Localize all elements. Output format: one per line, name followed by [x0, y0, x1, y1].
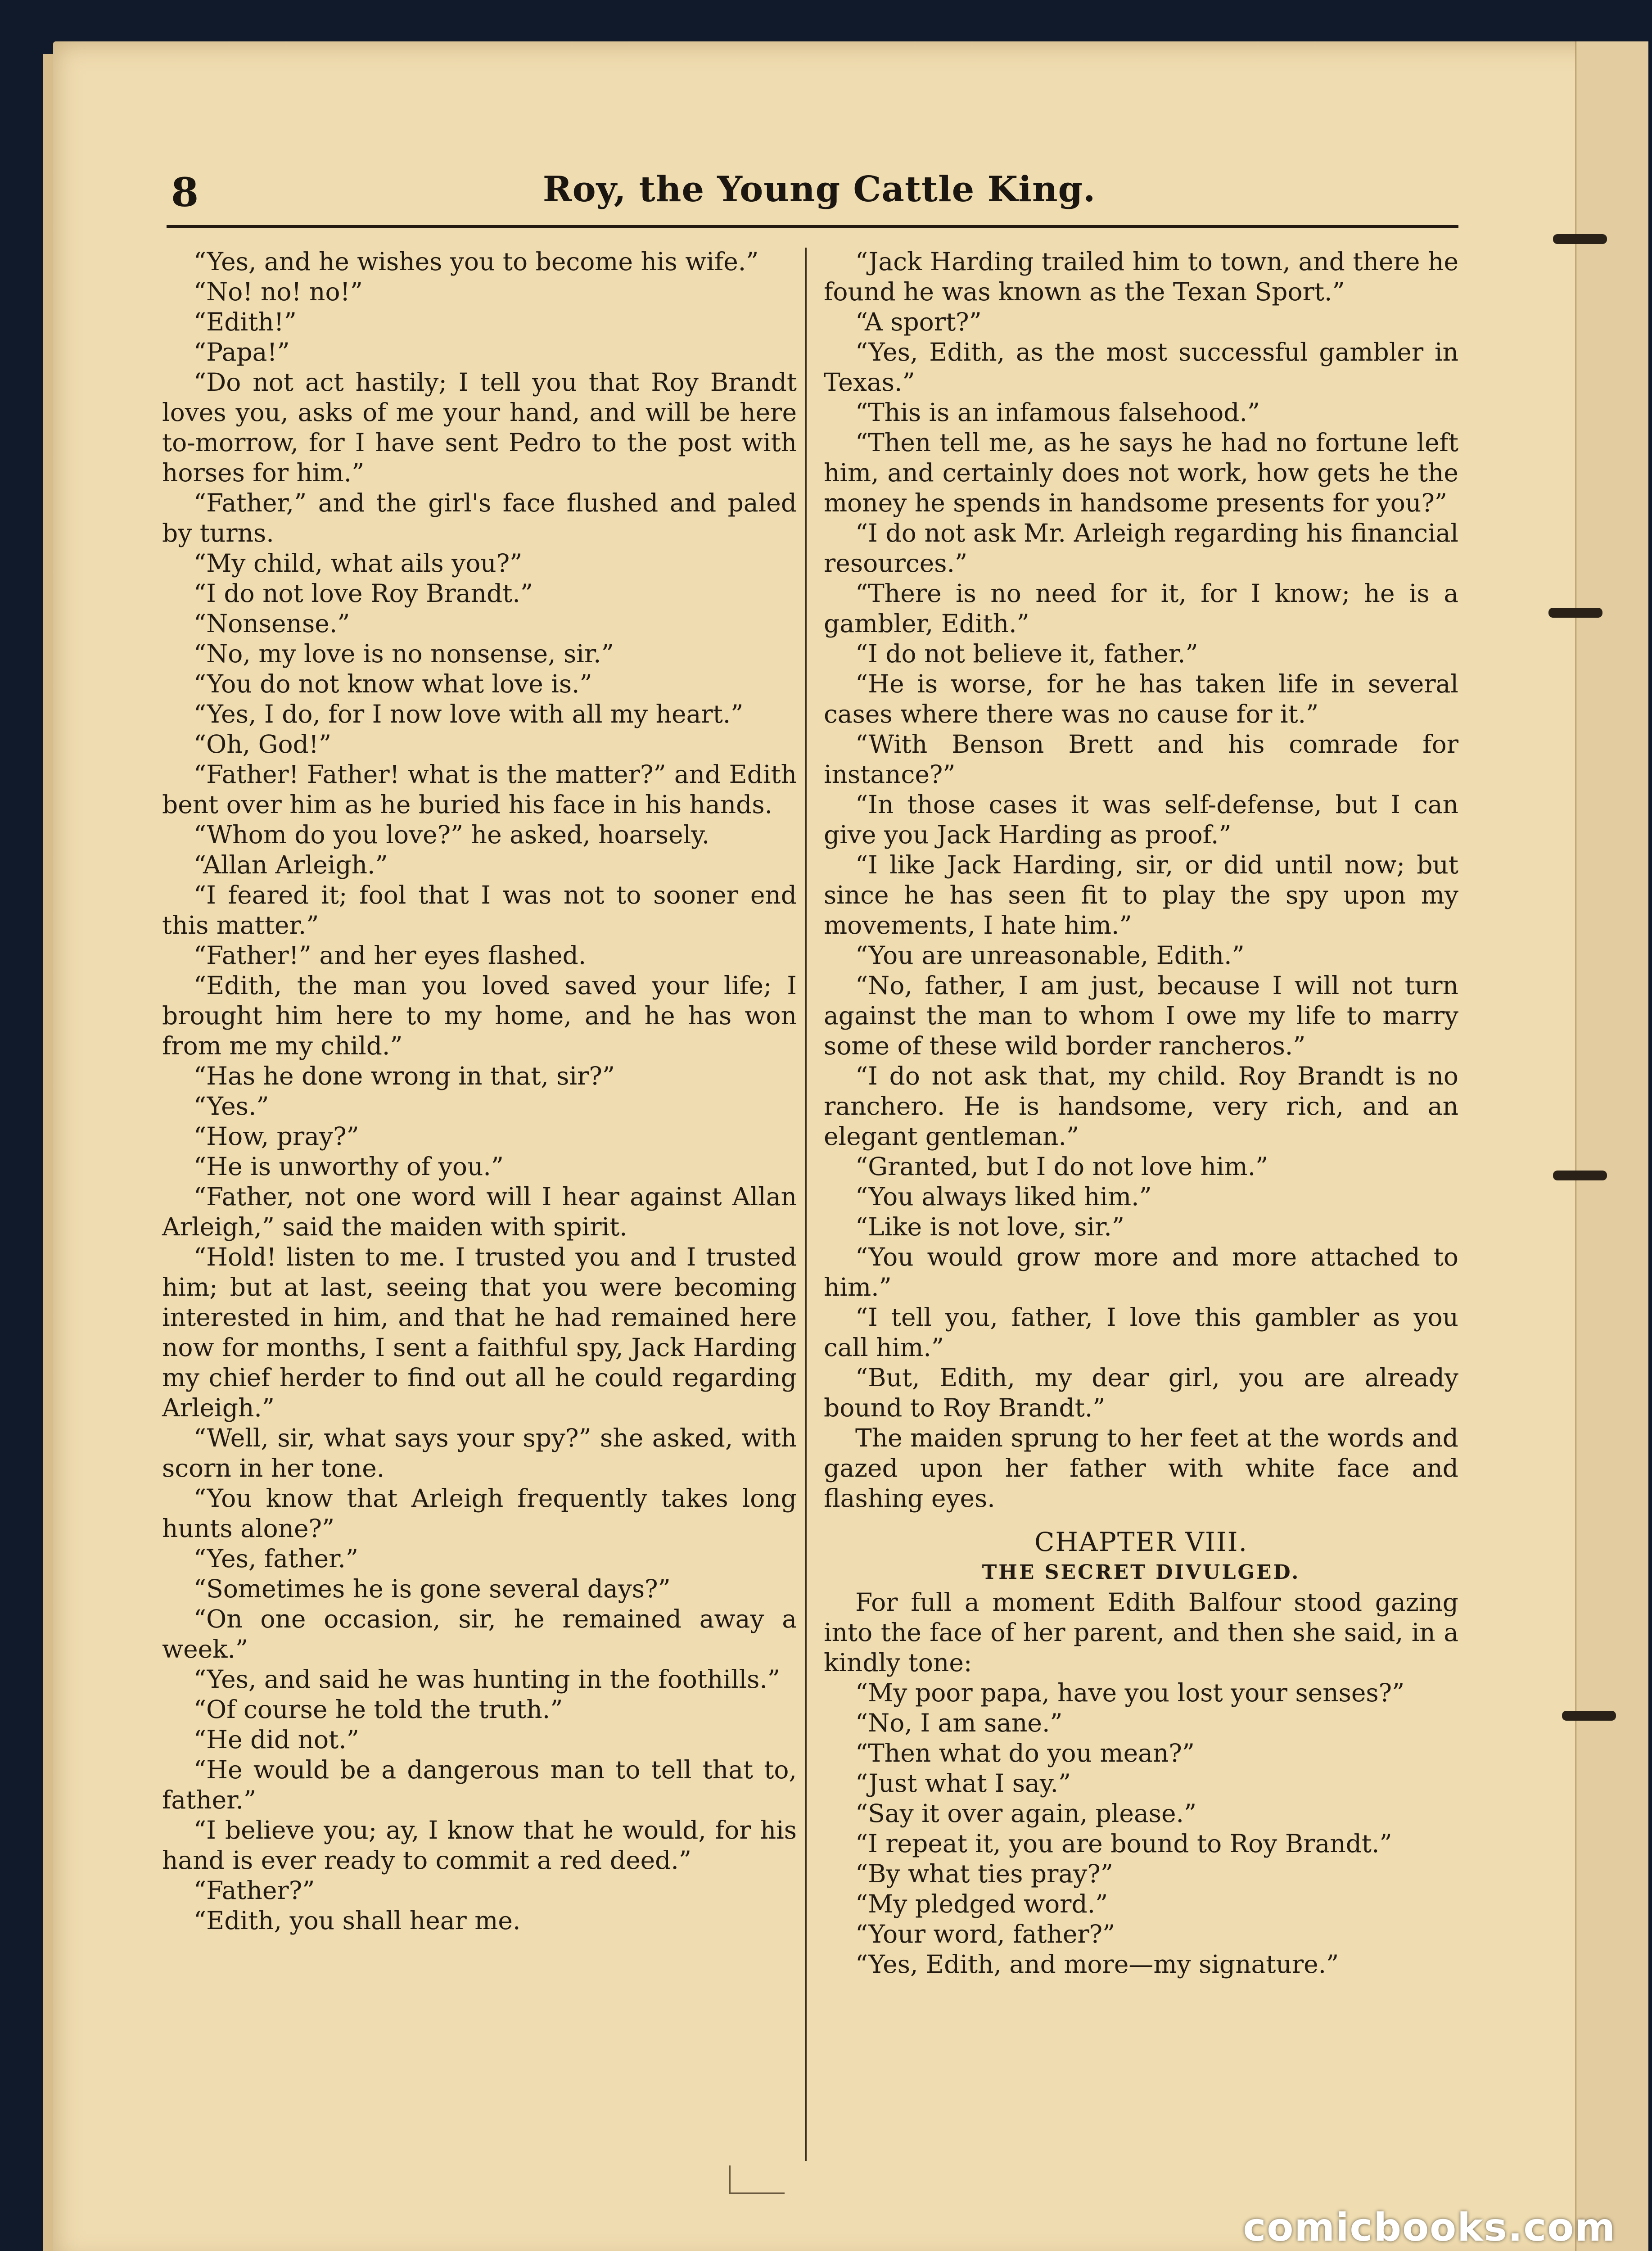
paragraph: For full a moment Edith Balfour stood gazing into the face of her parent, and then she said, in a kindly tone:: [824, 1588, 1458, 1677]
paragraph: “I do not love Roy Brandt.”: [194, 579, 533, 608]
header-rule: [167, 225, 1458, 228]
paragraph: “I repeat it, you are bound to Roy Brandt.”: [855, 1829, 1392, 1858]
paragraph: “No, father, I am just, because I will not turn against the man to whom I owe my life to marry some of these wild border rancheros.”: [824, 971, 1458, 1060]
paragraph: “Then tell me, as he says he had no fortune left him, and certainly does not work, how gets he the money he spends in handsome presents for you?”: [824, 428, 1458, 517]
paragraph: “Father, not one word will I hear against Allan Arleigh,” said the maiden with spirit.: [162, 1182, 797, 1241]
paragraph: “Just what I say.”: [855, 1769, 1071, 1798]
paragraph: “Yes, Edith, as the most successful gambler in Texas.”: [824, 338, 1458, 397]
paragraph: “By what ties pray?”: [855, 1859, 1113, 1888]
paragraph: “Nonsense.”: [194, 609, 350, 638]
paragraph: “Edith!”: [194, 307, 297, 336]
binding-mark: [1548, 608, 1602, 618]
paragraph: “Father,” and the girl's face flushed and paled by turns.: [162, 488, 797, 547]
paragraph: “No! no! no!”: [194, 277, 363, 306]
paragraph: “Yes, father.”: [194, 1544, 358, 1573]
paragraph: “He did not.”: [194, 1725, 359, 1754]
page-header: [171, 169, 1467, 214]
paragraph: “Then what do you mean?”: [855, 1739, 1195, 1767]
paragraph: “Well, sir, what says your spy?” she asked, with scorn in her tone.: [162, 1424, 797, 1483]
paragraph: “Sometimes he is gone several days?”: [194, 1574, 671, 1603]
paragraph: “In those cases it was self-defense, but I can give you Jack Harding as proof.”: [824, 790, 1458, 849]
paragraph: “You do not know what love is.”: [194, 669, 592, 698]
paragraph: “I do not ask Mr. Arleigh regarding his financial resources.”: [824, 519, 1458, 578]
paragraph: “He is unworthy of you.”: [194, 1152, 504, 1181]
paragraph: “He would be a dangerous man to tell that to, father.”: [162, 1755, 797, 1814]
paragraph: “You know that Arleigh frequently takes long hunts alone?”: [162, 1484, 797, 1543]
paragraph: “You are unreasonable, Edith.”: [855, 941, 1245, 970]
page-number: 8: [171, 169, 199, 216]
paragraph: “I do not believe it, father.”: [855, 639, 1198, 668]
paragraph: “Yes, I do, for I now love with all my heart.”: [194, 700, 744, 728]
binding-mark: [1562, 1711, 1616, 1721]
paragraph: “I tell you, father, I love this gambler as you call him.”: [824, 1303, 1458, 1362]
paragraph: “My poor papa, have you lost your senses?”: [855, 1678, 1405, 1707]
paragraph: “I do not ask that, my child. Roy Brandt is no ranchero. He is handsome, very rich, and an elegant gentleman.”: [824, 1062, 1458, 1151]
column-divider: [805, 248, 807, 2161]
paragraph: “Say it over again, please.”: [855, 1799, 1197, 1828]
paragraph: “He is worse, for he has taken life in several cases where there was no cause for it.”: [824, 669, 1458, 728]
paragraph: The maiden sprung to her feet at the words and gazed upon her father with white face and flashing eyes.: [824, 1424, 1458, 1513]
chapter-subtitle: THE SECRET DIVULGED.: [982, 1561, 1300, 1584]
paragraph: “Yes, and he wishes you to become his wife.”: [194, 247, 759, 276]
paragraph: “Your word, father?”: [855, 1920, 1115, 1948]
paragraph: “My pledged word.”: [855, 1889, 1108, 1918]
next-page-edge: [1575, 41, 1648, 2251]
binding-mark: [1553, 1171, 1607, 1180]
paragraph: “Jack Harding trailed him to town, and there he found he was known as the Texan Sport.”: [824, 247, 1458, 306]
paragraph: “My child, what ails you?”: [194, 549, 523, 578]
binding-mark: [1553, 234, 1607, 244]
left-column: [162, 247, 797, 1936]
paragraph: “I like Jack Harding, sir, or did until now; but since he has seen fit to play the spy upon my movements, I hate him.”: [824, 850, 1458, 940]
paragraph: “Yes, Edith, and more—my signature.”: [855, 1950, 1339, 1979]
paragraph: “Yes.”: [194, 1092, 269, 1121]
paragraph: “Papa!”: [194, 338, 290, 366]
paragraph: “Father! Father! what is the matter?” and Edith bent over him as he buried his face in his hands.: [162, 760, 797, 819]
chapter-text: [824, 1587, 1458, 1980]
paragraph: “Like is not love, sir.”: [855, 1212, 1124, 1241]
paragraph: “Father?”: [194, 1876, 315, 1905]
paragraph: “No, I am sane.”: [855, 1709, 1063, 1737]
paragraph: “I feared it; fool that I was not to sooner end this matter.”: [162, 881, 797, 940]
paragraph: “Granted, but I do not love him.”: [855, 1152, 1268, 1181]
paragraph: “Whom do you love?” he asked, hoarsely.: [194, 820, 710, 849]
right-column: [824, 247, 1458, 1980]
paragraph: “No, my love is no nonsense, sir.”: [194, 639, 614, 668]
paragraph: “On one occasion, sir, he remained away a week.”: [162, 1605, 797, 1663]
paragraph: “Edith, you shall hear me.: [194, 1906, 521, 1935]
chapter-title: CHAPTER VIII.: [1034, 1527, 1248, 1557]
bottom-ornament: [729, 2165, 785, 2194]
paragraph: “How, pray?”: [194, 1122, 359, 1151]
paragraph: “Oh, God!”: [194, 730, 332, 759]
paragraph: “I believe you; ay, I know that he would, for his hand is ever ready to commit a red deed.”: [162, 1816, 797, 1875]
paragraph: “This is an infamous falsehood.”: [855, 398, 1260, 427]
running-title: Roy, the Young Cattle King.: [542, 169, 1096, 210]
right-column-text: [824, 247, 1458, 1514]
paragraph: “Allan Arleigh.”: [194, 850, 388, 879]
paragraph: “There is no need for it, for I know; he is a gambler, Edith.”: [824, 579, 1458, 638]
paragraph: “Edith, the man you loved saved your life; I brought him here to my home, and he has won from me my child.”: [162, 971, 797, 1060]
paragraph: “Has he done wrong in that, sir?”: [194, 1062, 615, 1090]
paragraph: “Do not act hastily; I tell you that Roy Brandt loves you, asks of me your hand, and will be here to-morrow, for I have sent Pedro to the post with horses for him.”: [162, 368, 797, 487]
paragraph: “Hold! listen to me. I trusted you and I trusted him; but at last, seeing that you were becoming interested in him, and that he had remained here now for months, I sent a faithful spy, Jack Harding my chief herder to find out all he could regarding Arleigh.”: [162, 1243, 797, 1422]
paragraph: “A sport?”: [855, 307, 982, 336]
paragraph: “You would grow more and more attached to him.”: [824, 1243, 1458, 1302]
paragraph: “Of course he told the truth.”: [194, 1695, 563, 1724]
paragraph: “But, Edith, my dear girl, you are already bound to Roy Brandt.”: [824, 1363, 1458, 1422]
paragraph: “Father!” and her eyes flashed.: [194, 941, 587, 970]
watermark: comicbooks.com: [1243, 2205, 1616, 2250]
paragraph: “You always liked him.”: [855, 1182, 1152, 1211]
paragraph: “With Benson Brett and his comrade for instance?”: [824, 730, 1458, 789]
paragraph: “Yes, and said he was hunting in the foothills.”: [194, 1665, 780, 1694]
